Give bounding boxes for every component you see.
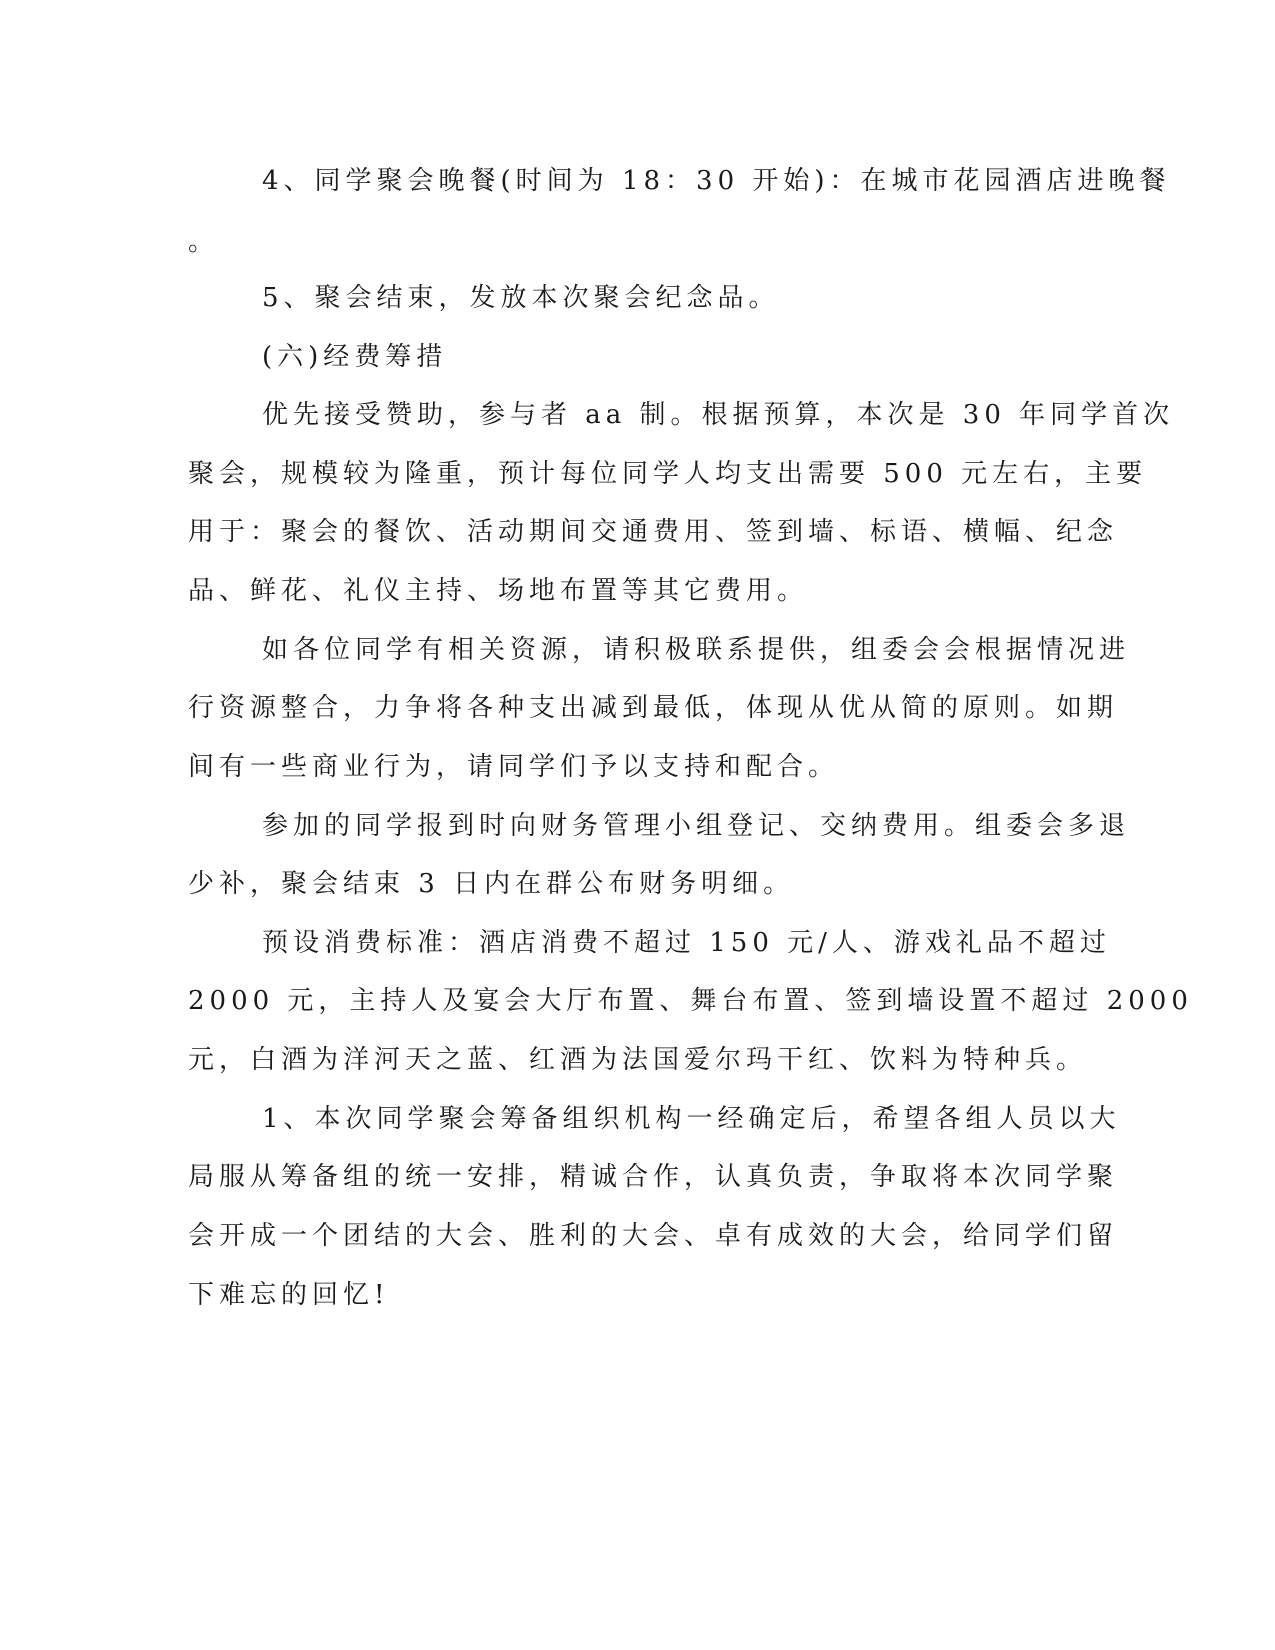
paragraph-payment-line-2: 少补，聚会结束 3 日内在群公布财务明细。 bbox=[188, 869, 795, 899]
paragraph-requirement-line-1: 1、本次同学聚会筹备组织机构一经确定后，希望各组人员以大 bbox=[262, 1104, 1121, 1134]
paragraph-resources-line-3: 间有一些商业行为，请同学们予以支持和配合。 bbox=[188, 752, 840, 782]
paragraph-budget-line-2: 聚会，规模较为隆重，预计每位同学人均支出需要 500 元左右，主要 bbox=[188, 459, 1148, 489]
paragraph-resources-line-1: 如各位同学有相关资源，请积极联系提供，组委会会根据情况进 bbox=[262, 635, 1131, 665]
paragraph-closing: 5、聚会结束，发放本次聚会纪念品。 bbox=[262, 283, 780, 313]
paragraph-budget-line-3: 用于：聚会的餐饮、活动期间交通费用、签到墙、标语、横幅、纪念 bbox=[188, 517, 1119, 547]
paragraph-dinner-line-1: 4、同学聚会晚餐(时间为 18：30 开始)：在城市花园酒店进晚餐 bbox=[262, 166, 1171, 196]
paragraph-dinner-line-2: 。 bbox=[188, 227, 220, 257]
paragraph-requirement-line-4: 下难忘的回忆! bbox=[188, 1280, 390, 1310]
paragraph-resources-line-2: 行资源整合，力争将各种支出减到最低，体现从优从简的原则。如期 bbox=[188, 693, 1119, 723]
paragraph-standards-line-1: 预设消费标准：酒店消费不超过 150 元/人、游戏礼品不超过 bbox=[262, 928, 1111, 958]
section-heading-funding: (六)经费筹措 bbox=[262, 342, 448, 372]
paragraph-requirement-line-2: 局服从筹备组的统一安排，精诚合作，认真负责，争取将本次同学聚 bbox=[188, 1162, 1119, 1192]
paragraph-budget-line-4: 品、鲜花、礼仪主持、场地布置等其它费用。 bbox=[188, 576, 809, 606]
paragraph-budget-line-1: 优先接受赞助，参与者 aa 制。根据预算，本次是 30 年同学首次 bbox=[262, 400, 1175, 430]
paragraph-standards-line-3: 元，白酒为洋河天之蓝、红酒为法国爱尔玛干红、饮料为特种兵。 bbox=[188, 1045, 1088, 1075]
paragraph-payment-line-1: 参加的同学报到时向财务管理小组登记、交纳费用。组委会多退 bbox=[262, 811, 1131, 841]
paragraph-standards-line-2: 2000 元，主持人及宴会大厅布置、舞台布置、签到墙设置不超过 2000 bbox=[188, 986, 1193, 1016]
paragraph-requirement-line-3: 会开成一个团结的大会、胜利的大会、卓有成效的大会，给同学们留 bbox=[188, 1221, 1119, 1251]
